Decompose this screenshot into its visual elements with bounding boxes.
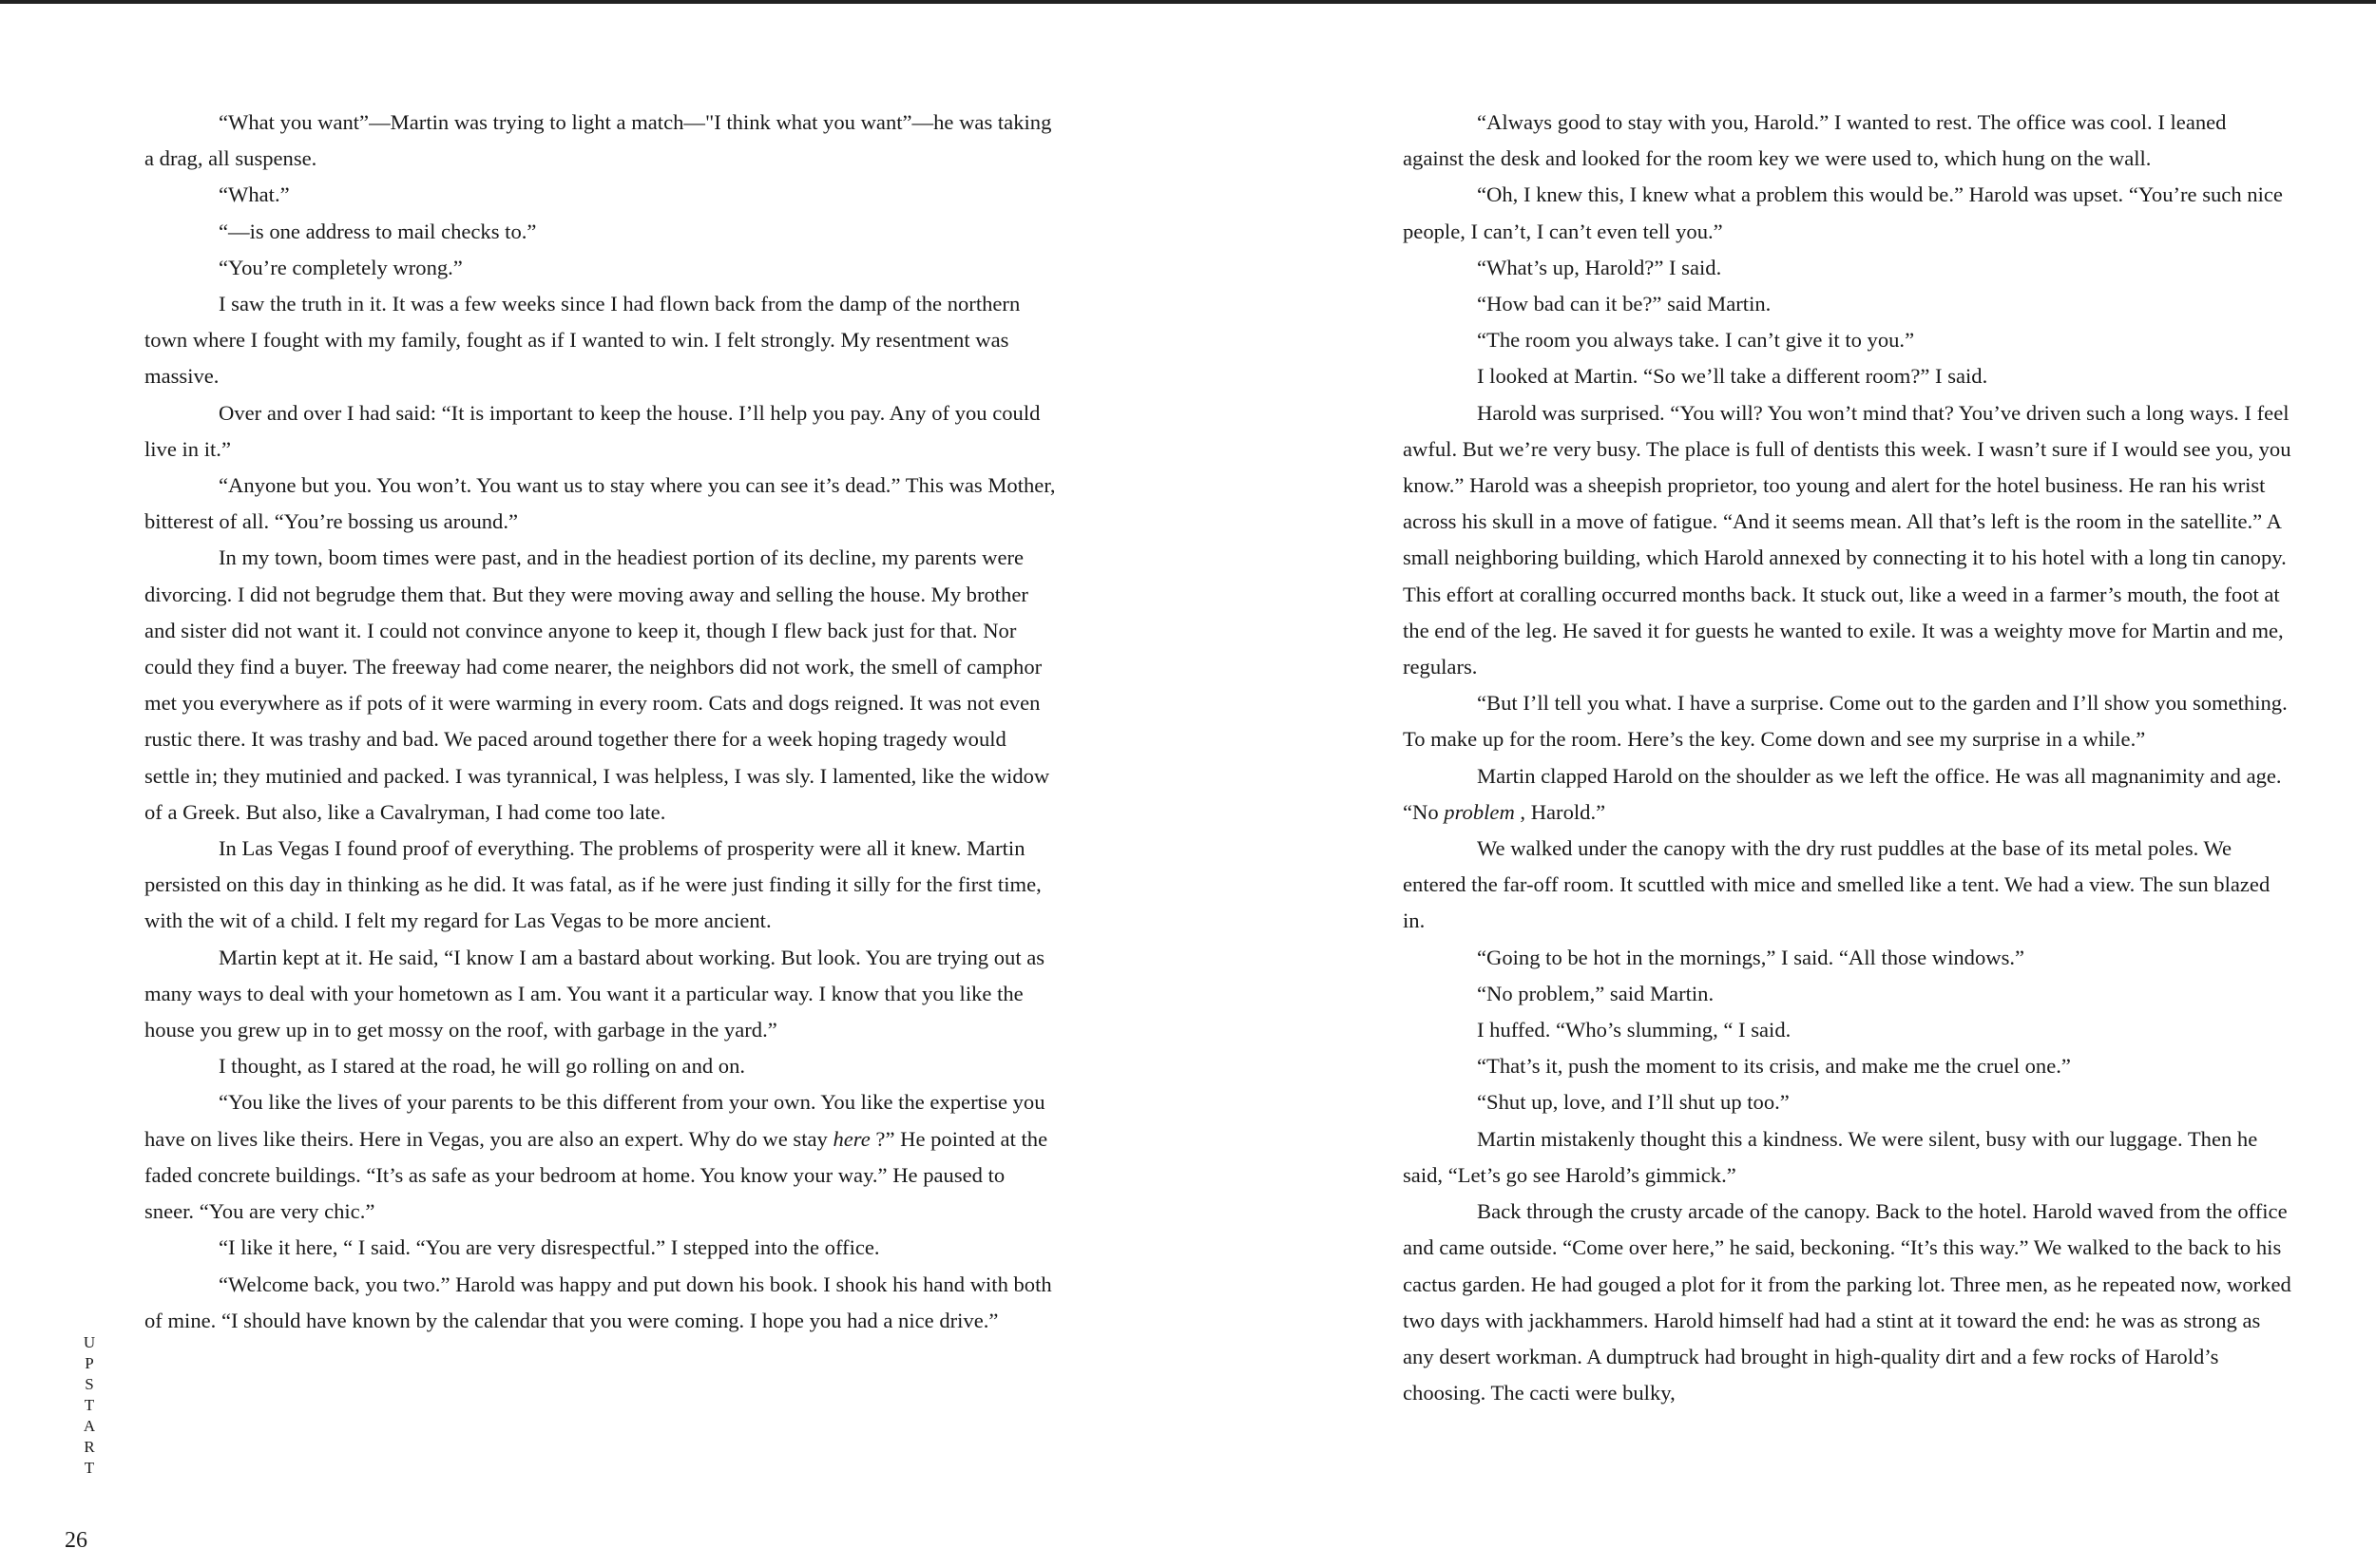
left-page-text: [144, 105, 1057, 1339]
text-run: “Going to be hot in the mornings,” I said. “All those windows.”: [1477, 945, 2025, 969]
text-run: “I like it here, “ I said. “You are very disrespectful.” I stepped into the office.: [219, 1235, 880, 1260]
text-run: I huffed. “Who’s slumming, “ I said.: [1477, 1018, 1792, 1042]
text-run: We walked under the canopy with the dry rust puddles at the base of its metal poles. We entered the far-off room. It scuttled with mice and smelled like a tent. We had a view. The sun blazed in.: [1403, 836, 2271, 933]
text-run: I thought, as I stared at the road, he will go rolling on and on.: [219, 1054, 746, 1079]
text-run: “You’re completely wrong.”: [219, 255, 463, 279]
text-run: “Anyone but you. You won’t. You want us to stay where you can see it’s dead.” This was Mother, bitterest of all. “You’re bossing us around.”: [144, 473, 1056, 534]
paragraph: [1403, 286, 2291, 322]
running-title-letter: P: [85, 1354, 94, 1372]
text-run: “Always good to stay with you, Harold.” I wanted to rest. The office was cool. I leaned against the desk and looked for the room key we were used to, which hung on the wall.: [1403, 110, 2227, 171]
running-title-letter: A: [83, 1417, 96, 1435]
running-title-letter: U: [83, 1333, 96, 1351]
running-title-letter: R: [84, 1438, 95, 1456]
text-run: “Oh, I knew this, I knew what a problem this would be.” Harold was upset. “You’re such nice people, I can’t, I can’t even tell you.”: [1403, 182, 2283, 243]
paragraph: [1403, 322, 2291, 358]
paragraph: [144, 214, 1057, 250]
paragraph: [144, 286, 1057, 395]
text-run: “Welcome back, you two.” Harold was happy and put down his book. I shook his hand with both of mine. “I should have known by the calendar that you were coming. I hope you had a nice drive.”: [144, 1272, 1052, 1332]
paragraph: [1403, 358, 2291, 394]
paragraph: [1403, 105, 2291, 177]
paragraph: [1403, 831, 2291, 940]
text-run: “That’s it, push the moment to its crisis, and make me the cruel one.”: [1477, 1054, 2071, 1079]
text-run: “No problem,” said Martin.: [1477, 981, 1715, 1005]
paragraph: [1403, 685, 2291, 757]
italic-text: here: [833, 1126, 871, 1151]
text-run: Harold was surprised. “You will? You won’t mind that? You’ve driven such a long ways. I feel awful. But we’re very busy. The place is full of dentists this week. I wasn’t sure if I would see you, you know.” Harold was a sheepish proprietor, too young and alert for the hotel business. He ran his wrist across his skull in a move of fatigue. “And it seems mean. All that’s left is the room in the satellite.” A small neighboring building, which Harold annexed by connecting it to his hotel with a long tin canopy. This effort at coralling occurred months back. It stuck out, like a weed in a farmer’s mouth, the foot at the end of the leg. He saved it for guests he wanted to exile. It was a weighty move for Martin and me, regulars.: [1403, 400, 2291, 679]
text-run: “What you want”—Martin was trying to light a match—"I think what you want”—he was taking a drag, all suspense.: [144, 110, 1052, 171]
text-run: “The room you always take. I can’t give it to you.”: [1477, 328, 1915, 353]
text-run: “—is one address to mail checks to.”: [219, 219, 537, 243]
paragraph: [1403, 940, 2291, 976]
paragraph: [144, 177, 1057, 213]
paragraph: [1403, 250, 2291, 286]
paragraph: [144, 468, 1057, 540]
page-number: 26: [65, 1528, 87, 1553]
right-page-text: [1403, 105, 2291, 1411]
text-run: “What.”: [219, 182, 290, 207]
paragraph: [144, 1267, 1057, 1339]
text-run: Martin clapped Harold on the shoulder as we left the office. He was all magnanimity and age. “No: [1403, 763, 2282, 824]
paragraph: [1403, 1121, 2291, 1194]
paragraph: [1403, 395, 2291, 686]
paragraph: [1403, 1084, 2291, 1120]
running-title-letter: S: [85, 1375, 94, 1393]
paragraph: [144, 1048, 1057, 1084]
text-run: In Las Vegas I found proof of everything. The problems of prosperity were all it knew. Martin persisted on this day in thinking as he did. It was fatal, as if he were just finding it silly for the first time, with the wit of a child. I felt my regard for Las Vegas to be more ancient.: [144, 836, 1042, 933]
text-run: Martin kept at it. He said, “I know I am a bastard about working. But look. You are trying out as many ways to deal with your hometown as I am. You want it a particular way. I know that you like the house you grew up in to get mossy on the roof, with garbage in the yard.”: [144, 945, 1045, 1042]
paragraph: [144, 250, 1057, 286]
paragraph: [144, 1084, 1057, 1230]
paragraph: [144, 395, 1057, 468]
paragraph: [1403, 1048, 2291, 1084]
text-run: In my town, boom times were past, and in the headiest portion of its decline, my parents were divorcing. I did not begrudge them that. But they were moving away and selling the house. My brother and sister did not want it. I could not convince anyone to keep it, though I flew back just for that. Nor could they find a buyer. The freeway had come nearer, the neighbors did not work, the smell of camphor met you everywhere as if pots of it were warming in every room. Cats and dogs reigned. It was not even rustic there. It was trashy and bad. We paced around together there for a week hoping tragedy would settle in; they mutinied and packed. I was tyrannical, I was helpless, I was sly. I lamented, like the widow of a Greek. But also, like a Cavalryman, I had come too late.: [144, 545, 1050, 824]
text-run: , Harold.”: [1514, 799, 1606, 824]
text-run: “Shut up, love, and I’ll shut up too.”: [1477, 1090, 1790, 1115]
paragraph: [1403, 758, 2291, 831]
italic-text: problem: [1444, 799, 1515, 824]
paragraph: [1403, 1012, 2291, 1048]
text-run: “How bad can it be?” said Martin.: [1477, 292, 1772, 316]
text-run: Back through the crusty arcade of the canopy. Back to the hotel. Harold waved from the office and came outside. “Come over here,” he said, beckoning. “It’s this way.” We walked to the back to his cactus garden. He had gouged a plot for it from the parking lot. Three men, as he repeated now, worked two days with jackhammers. Harold himself had had a stint at it toward the end: he was as strong as any desert workman. A dumptruck had brought in high-quality dirt and a few rocks of Harold’s choosing. The cacti were bulky,: [1403, 1199, 2291, 1405]
running-title-letter: T: [84, 1396, 95, 1414]
text-run: ?” He pointed at the faded concrete buildings. “It’s as safe as your bedroom at home. You know your way.” He paused to sneer. “You are very chic.”: [144, 1126, 1048, 1224]
running-title-vertical: [78, 1332, 101, 1479]
text-run: Martin mistakenly thought this a kindness. We were silent, busy with our luggage. Then he said, “Let’s go see Harold’s gimmick.”: [1403, 1126, 2258, 1187]
text-run: “But I’ll tell you what. I have a surprise. Come out to the garden and I’ll show you something. To make up for the room. Here’s the key. Come down and see my surprise in a while.”: [1403, 691, 2288, 752]
text-run: Over and over I had said: “It is important to keep the house. I’ll help you pay. Any of you could live in it.”: [144, 400, 1041, 461]
paragraph: [144, 940, 1057, 1049]
paragraph: [1403, 177, 2291, 249]
paragraph: [1403, 976, 2291, 1012]
text-run: “You like the lives of your parents to be this different from your own. You like the expertise you have on lives like theirs. Here in Vegas, you are also an expert. Why do we stay: [144, 1090, 1045, 1151]
text-run: I looked at Martin. “So we’ll take a different room?” I said.: [1477, 364, 1988, 389]
paragraph: [144, 105, 1057, 177]
paragraph: [144, 831, 1057, 940]
paragraph: [1403, 1194, 2291, 1411]
paragraph: [144, 540, 1057, 831]
text-run: I saw the truth in it. It was a few weeks since I had flown back from the damp of the northern town where I fought with my family, fought as if I wanted to win. I felt strongly. My resentment was massive.: [144, 292, 1021, 389]
paragraph: [144, 1230, 1057, 1266]
top-border-rule: [0, 0, 2376, 4]
running-title-letter: T: [84, 1459, 95, 1477]
text-run: “What’s up, Harold?” I said.: [1477, 255, 1722, 279]
